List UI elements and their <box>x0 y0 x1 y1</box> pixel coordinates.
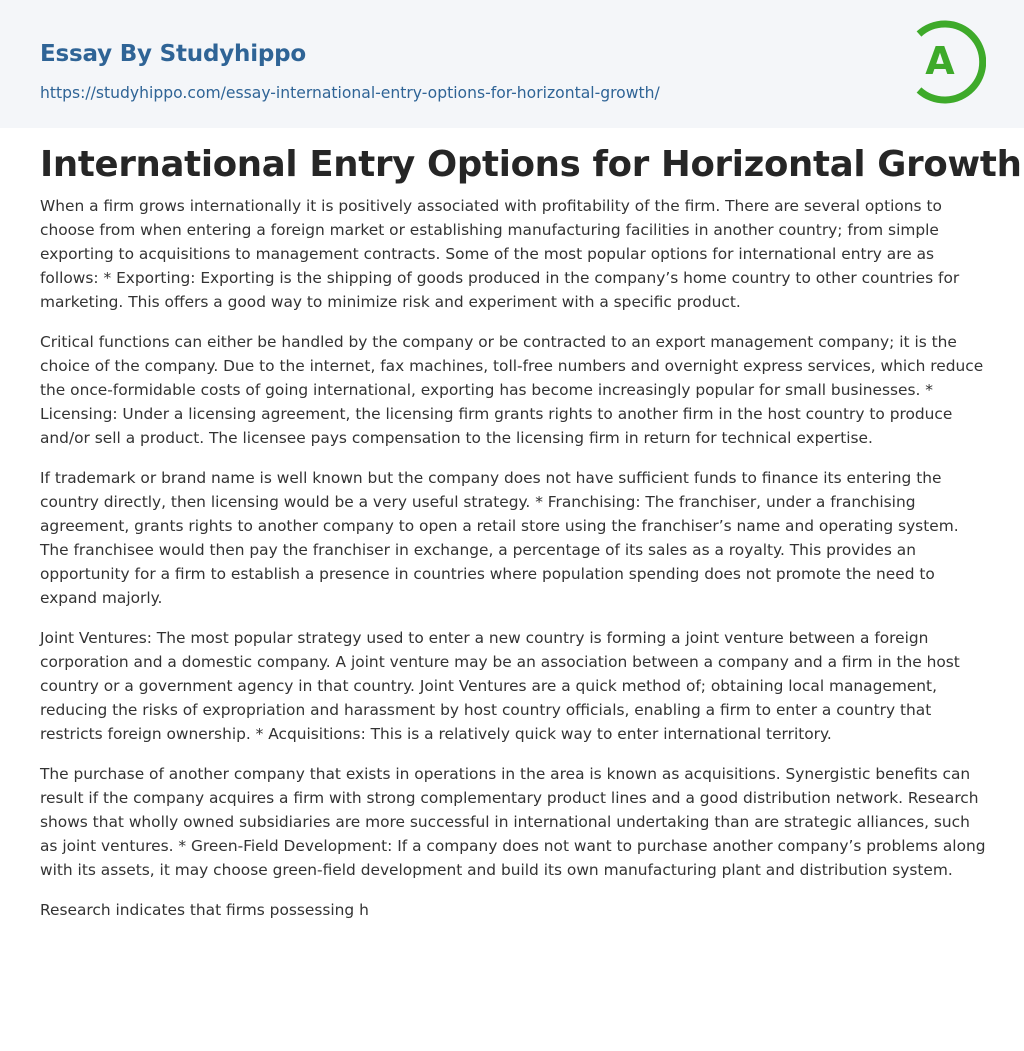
site-header <box>0 0 1024 128</box>
essay-paragraph: Joint Ventures: The most popular strategy used to enter a new country is forming a joint venture between a foreign corporation and a domestic company. A joint venture may be an association between a company and a firm in the host country or a government agency in that country. Joint Ventures are a quick method of; obtaining local management, reducing the risks of expropriation and harassment by host country officials, enabling a firm to enter a country that restricts foreign ownership. * Acquisitions: This is a relatively quick way to enter international territory. <box>40 629 960 743</box>
essay-paragraph: Critical functions can either be handled by the company or be contracted to an export management company; it is the choice of the company. Due to the internet, fax machines, toll-free numbers and overnight express services, which reduce the once-formidable costs of going international, exporting has become increasingly popular for small businesses. * Licensing: Under a licensing agreement, the licensing firm grants rights to another firm in the host country to produce and/or sell a product. The licensee pays compensation to the licensing firm in return for technical expertise. <box>40 333 984 447</box>
studyhippo-logo-icon[interactable] <box>912 19 986 105</box>
essay-body <box>40 194 986 938</box>
essay-title: International Entry Options for Horizontal Growth <box>40 144 1022 185</box>
site-brand[interactable]: Essay By Studyhippo <box>40 41 307 67</box>
essay-paragraph: The purchase of another company that exists in operations in the area is known as acquisitions. Synergistic benefits can result if the company acquires a firm with strong complementary product lines and a good distribution network. Research shows that wholly owned subsidiaries are more successful in international undertaking than are strategic alliances, such as joint ventures. * Green-Field Development: If a company does not want to purchase another company’s problems along with its assets, it may choose green-field development and build its own manufacturing plant and distribution system. <box>40 765 986 879</box>
logo-letter: A <box>925 39 955 83</box>
essay-paragraph: Research indicates that firms possessing h <box>40 901 369 919</box>
essay-paragraph: If trademark or brand name is well known but the company does not have sufficient funds to finance its entering the country directly, then licensing would be a very useful strategy. * Franchising: The franchiser, under a franchising agreement, grants rights to another company to open a retail store using the franchiser’s name and operating system. The franchisee would then pay the franchiser in exchange, a percentage of its sales as a royalty. This provides an opportunity for a firm to establish a presence in countries where population spending does not promote the need to expand majorly. <box>40 469 959 607</box>
essay-paragraph: When a firm grows internationally it is positively associated with profitability of the firm. There are several options to choose from when entering a foreign market or establishing manufacturing facilities in another country; from simple exporting to acquisitions to management contracts. Some of the most popular options for international entry are as follows: * Exporting: Exporting is the shipping of goods produced in the company’s home country to other countries for marketing. This offers a good way to minimize risk and experiment with a specific product. <box>40 197 960 311</box>
source-url-link[interactable]: https://studyhippo.com/essay-international-entry-options-for-horizontal-growth/ <box>40 84 660 102</box>
